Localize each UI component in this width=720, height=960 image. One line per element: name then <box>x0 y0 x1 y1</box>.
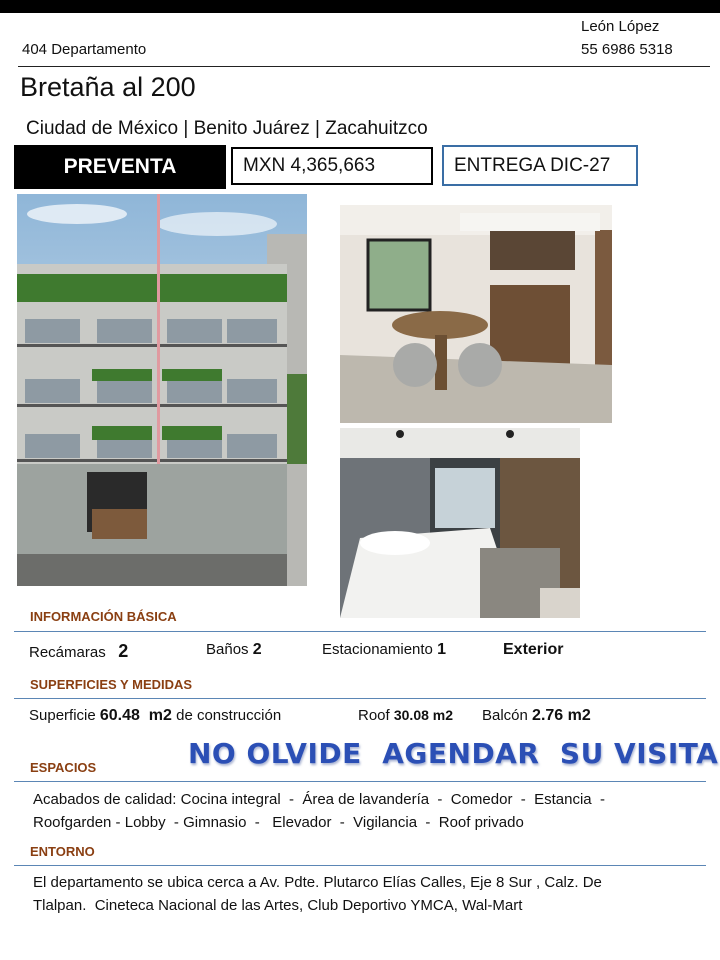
surface <box>29 707 281 725</box>
status-badge: PREVENTA <box>14 145 226 189</box>
spaces-line-2: Roofgarden - Lobby - Gimnasio - Elevador - Vigilancia - Roof privado <box>33 814 524 831</box>
listing-title: Bretaña al 200 <box>20 72 196 102</box>
bathrooms-label: Baños <box>206 641 249 658</box>
surface-value: 60.48 m2 <box>99 707 172 724</box>
surface-suffix: de construcción <box>176 707 282 724</box>
balcony-label: Balcón <box>482 707 528 724</box>
bedrooms-value: 2 <box>118 641 129 661</box>
surroundings-heading: ENTORNO <box>30 844 95 859</box>
bathrooms <box>206 641 262 659</box>
agent-name: León López <box>581 18 660 35</box>
roof-label: Roof <box>358 707 390 724</box>
spaces-line-1: Acabados de calidad: Cocina integral - Área de lavandería - Comedor - Estancia - <box>33 791 605 808</box>
building-facade-image <box>17 194 307 586</box>
basic-info-heading: INFORMACIÓN BÁSICA <box>30 609 177 624</box>
bedrooms <box>29 641 128 662</box>
interior-dining-image <box>340 205 612 423</box>
parking-label: Estacionamiento <box>322 641 433 658</box>
delivery-box: ENTREGA DIC-27 <box>442 145 638 186</box>
surroundings-line-1: El departamento se ubica cerca a Av. Pdte. Plutarco Elías Calles, Eje 8 Sur , Calz. De <box>33 874 602 891</box>
unit-label: 404 Departamento <box>22 41 147 58</box>
roof-value: 30.08 m2 <box>393 707 454 723</box>
listing-location: Ciudad de México | Benito Juárez | Zacahuitzco <box>26 118 428 139</box>
header-divider <box>18 66 710 67</box>
balcony <box>482 707 591 725</box>
bathrooms-value: 2 <box>252 641 262 658</box>
parking <box>322 641 446 659</box>
roof <box>358 707 453 724</box>
spaces-heading: ESPACIOS <box>30 760 97 775</box>
agent-phone: 55 6986 5318 <box>581 41 673 58</box>
balcony-value: 2.76 m2 <box>532 707 591 724</box>
interior-bedroom-image <box>340 428 580 618</box>
surfaces-heading: SUPERFICIES Y MEDIDAS <box>30 677 193 692</box>
basic-info-divider <box>14 631 706 632</box>
visit-cta: NO OLVIDE AGENDAR SU VISITA <box>188 737 719 770</box>
surroundings-divider <box>14 865 706 866</box>
price-box: MXN 4,365,663 <box>231 147 433 185</box>
orientation: Exterior <box>503 641 564 658</box>
surface-label: Superficie <box>29 707 96 724</box>
surroundings-line-2: Tlalpan. Cineteca Nacional de las Artes, Club Deportivo YMCA, Wal-Mart <box>33 897 523 914</box>
top-bar <box>0 0 720 13</box>
surfaces-divider <box>14 698 706 699</box>
parking-value: 1 <box>437 641 446 658</box>
bedrooms-label: Recámaras <box>29 644 106 661</box>
spaces-divider <box>14 781 706 782</box>
